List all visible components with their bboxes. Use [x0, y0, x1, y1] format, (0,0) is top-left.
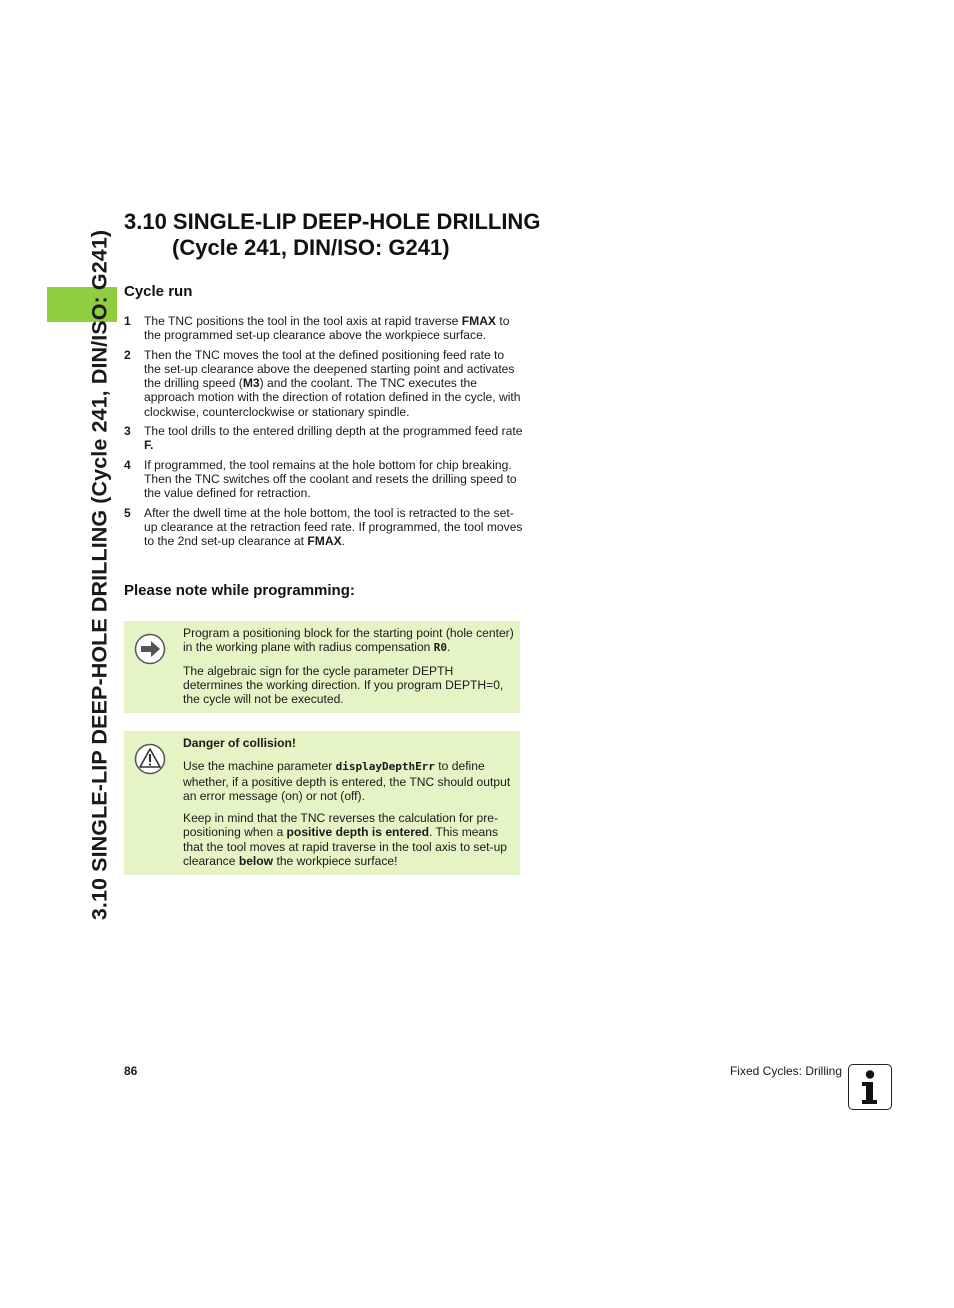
- note-text: Program a positioning block for the starting point (hole center) in the working plane with radius compensation: [183, 626, 514, 655]
- note-text-end: .: [447, 640, 451, 655]
- step-text: to the programmed set-up clearance above the workpiece surface.: [144, 314, 510, 343]
- cycle-run-steps: [124, 314, 524, 553]
- warning-paragraph-1: [183, 759, 514, 803]
- warning-text-end: to define whether, if a positive depth is entered, the TNC should output an error message (on) or not (off).: [183, 759, 511, 803]
- page-number: 86: [124, 1064, 138, 1078]
- warning-paragraph-2: [183, 811, 514, 868]
- step-number: 4: [124, 457, 131, 472]
- step-number: 3: [124, 424, 131, 439]
- note-paragraph-2: The algebraic sign for the cycle parameter DEPTH determines the working direction. If you program DEPTH=0, the cycle will not be executed.: [183, 663, 504, 707]
- warning-icon: [134, 743, 166, 775]
- machine-parameter-code: displayDepthErr: [335, 760, 435, 774]
- step-emphasis: F.: [144, 438, 154, 453]
- notes-heading: Please note while programming:: [124, 582, 355, 599]
- step-text: After the dwell time at the hole bottom, the tool is retracted to the set-up clearance at the retraction feed rate. If programmed, the tool moves to the 2nd set-up clearance at: [144, 505, 523, 549]
- section-title-line1: 3.10 SINGLE-LIP DEEP-HOLE DRILLING: [124, 209, 541, 234]
- warning-title: Danger of collision!: [183, 736, 296, 750]
- warning-text-end: the workpiece surface!: [273, 854, 398, 869]
- step-text: If programmed, the tool remains at the hole bottom for chip breaking. Then the TNC switches off the coolant and resets the drilling speed to the value defined for retraction.: [144, 457, 517, 501]
- warning-text: Keep in mind that the TNC reverses the calculation for pre-positioning when a: [183, 811, 499, 840]
- warning-text: Use the machine parameter: [183, 759, 336, 774]
- step-text: The TNC positions the tool in the tool axis at rapid traverse: [144, 314, 462, 328]
- section-title: [124, 209, 540, 261]
- step-emphasis: FMAX: [307, 534, 342, 549]
- warning-emphasis: positive depth is entered: [286, 825, 430, 840]
- step-item: [124, 314, 524, 343]
- step-text: .: [341, 534, 346, 549]
- step-item: [124, 506, 524, 549]
- note-content: [183, 626, 514, 706]
- step-number: 5: [124, 505, 131, 520]
- step-text: Then the TNC moves the tool at the defined positioning feed rate to the set-up clearance above the deepened starting point and activates the drilling speed (: [144, 347, 515, 391]
- warning-emphasis: below: [238, 854, 274, 869]
- section-title-line2: (Cycle 241, DIN/ISO: G241): [172, 235, 450, 260]
- warning-box: [124, 731, 520, 875]
- step-number: 2: [124, 347, 131, 362]
- step-item: [124, 348, 524, 419]
- step-number: 1: [124, 314, 131, 328]
- step-text: ) and the coolant. The TNC executes the approach motion with the direction of rotation defined in the cycle, with clockwise, counterclockwise or stationary spindle.: [144, 376, 521, 419]
- step-item: [124, 424, 524, 453]
- arrow-right-icon: [134, 633, 166, 665]
- note-box: [124, 621, 520, 713]
- note-paragraph-1: [183, 626, 514, 656]
- side-title-text: 3.10 SINGLE-LIP DEEP-HOLE DRILLING (Cycle 241, DIN/ISO: G241): [87, 229, 112, 921]
- cycle-run-heading: Cycle run: [124, 283, 193, 300]
- step-emphasis: FMAX: [461, 314, 496, 328]
- warning-content: [183, 736, 514, 868]
- step-text: The tool drills to the entered drilling depth at the programmed feed rate: [144, 424, 523, 439]
- step-item: [124, 458, 524, 501]
- warning-text: . This means that the tool moves at rapid traverse in the tool axis to set-up clearance: [183, 825, 508, 869]
- step-emphasis: M3: [242, 376, 260, 391]
- radius-compensation-code: R0: [433, 641, 448, 655]
- chapter-name: Fixed Cycles: Drilling: [729, 1064, 842, 1078]
- info-icon: [848, 1064, 892, 1110]
